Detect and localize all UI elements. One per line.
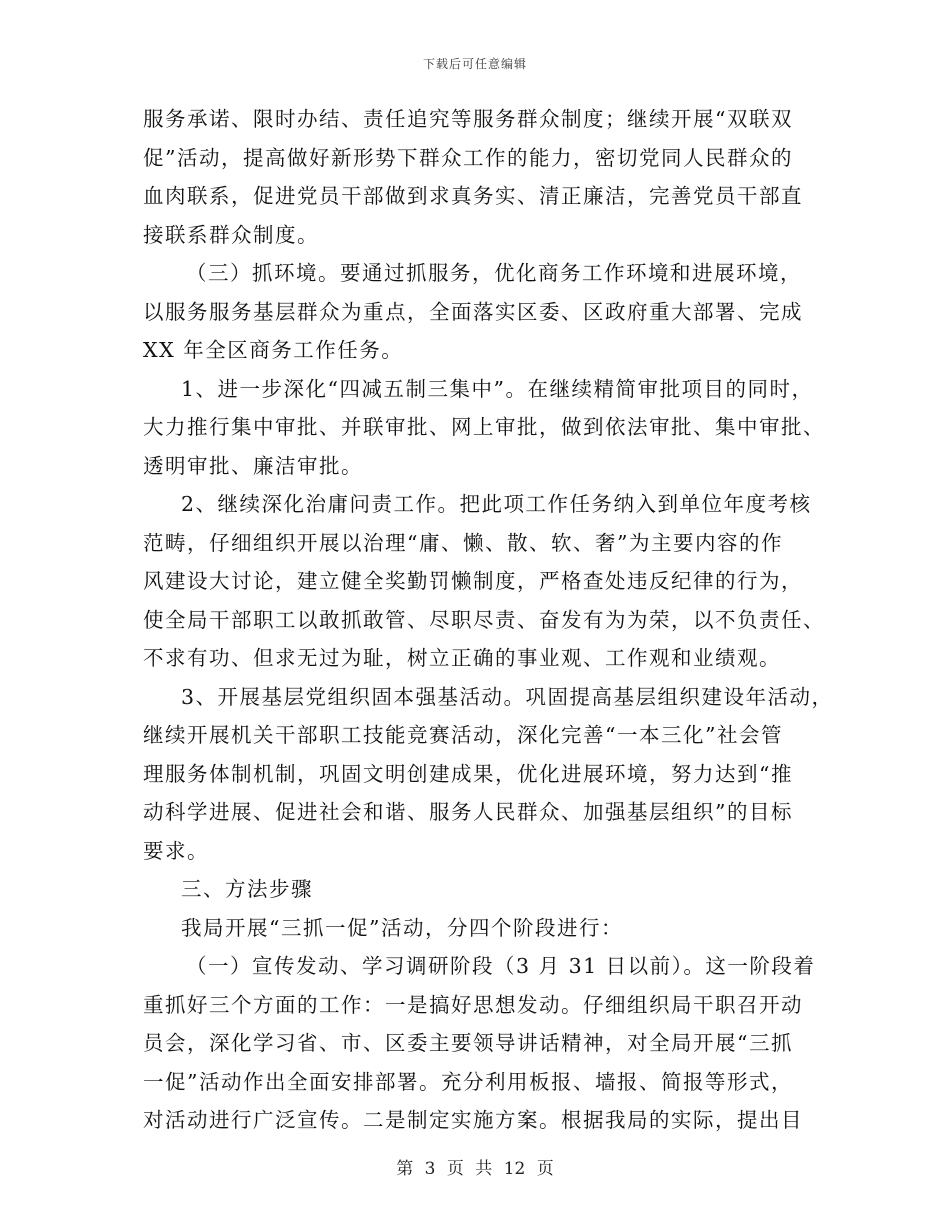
body-line: 服务承诺、限时办结、责任追究等服务群众制度；继续开展“双联双 <box>143 107 793 131</box>
body-line: （三）抓环境。要通过抓服务，优化商务工作环境和进展环境， <box>186 261 802 285</box>
body-line: 使全局干部职工以敢抓敢管、尽职尽责、奋发有为为荣，以不负责任、 <box>143 607 825 632</box>
body-line: 风建设大讨论，建立健全奖勤罚懒制度，严格查处违反纪律的行为， <box>143 569 803 593</box>
body-line: 不求有功、但求无过为耻，树立正确的事业观、工作观和业绩观。 <box>143 646 781 670</box>
body-line: 3、开展基层党组织固本强基活动。巩固提高基层组织建设年活动， <box>181 684 834 709</box>
page-footer: 第 3 页 共 12 页 <box>396 1159 554 1179</box>
body-line: 1、进一步深化“四减五制三集中”。在继续精简审批项目的同时， <box>181 376 814 401</box>
body-line: 继续开展机关干部职工技能竞赛活动，深化完善“一本三化”社会管 <box>143 723 783 747</box>
body-line: 重抓好三个方面的工作：一是搞好思想发动。仔细组织局干职召开动 <box>143 992 803 1017</box>
body-line: 2、继续深化治庸问责工作。把此项工作任务纳入到单位年度考核 <box>181 492 812 516</box>
body-line: （一）宣传发动、学习调研阶段（3 月 31 日以前）。这一阶段着 <box>186 954 816 978</box>
body-line: 对活动进行广泛宣传。二是制定实施方案。根据我局的实际，提出目 <box>143 1108 803 1132</box>
body-line: 以服务服务基层群众为重点，全面落实区委、区政府重大部署、完成 <box>143 299 803 324</box>
body-line: 范畴，仔细组织开展以治理“庸、懒、散、软、奢”为主要内容的作 <box>143 530 783 555</box>
body-line: 我局开展“三抓一促”活动，分四个阶段进行： <box>181 915 623 940</box>
page-header: 下载后可任意编辑 <box>422 57 527 71</box>
body-line: 动科学进展、促进社会和谐、服务人民群众、加强基层组织”的目标 <box>143 800 793 824</box>
body-line: 理服务体制机制，巩固文明创建成果，优化进展环境，努力达到“推 <box>143 761 793 786</box>
body-line: 要求。 <box>143 838 209 863</box>
body-line: XX 年全区商务工作任务。 <box>143 338 404 362</box>
body-line: 促”活动，提高做好新形势下群众工作的能力，密切党同人民群众的 <box>143 145 793 170</box>
body-line: 大力推行集中审批、并联审批、网上审批，做到依法审批、集中审批、 <box>143 415 825 439</box>
body-line: 透明审批、廉洁审批。 <box>143 453 363 478</box>
section-heading: 三、方法步骤 <box>181 877 313 901</box>
body-line: 一促”活动作出全面安排部署。充分利用板报、墙报、简报等形式， <box>143 1069 793 1094</box>
document-body <box>143 100 843 1140</box>
body-line: 血肉联系，促进党员干部做到求真务实、清正廉洁，完善党员干部直 <box>143 184 803 208</box>
body-line: 接联系群众制度。 <box>143 222 319 247</box>
body-line: 员会，深化学习省、市、区委主要领导讲话精神，对全局开展“三抓 <box>143 1031 793 1055</box>
